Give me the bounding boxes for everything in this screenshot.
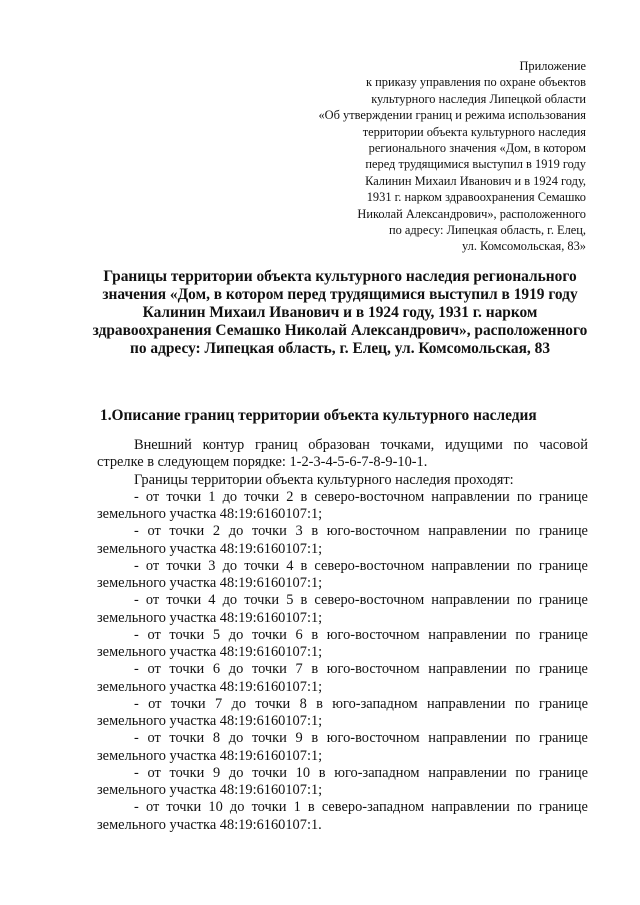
appendix-line: регионального значения «Дом, в котором xyxy=(368,141,586,156)
segment-line: земельного участка 48:19:6160107:1; xyxy=(97,678,323,695)
intro-line-3: Границы территории объекта культурного наследия проходят: xyxy=(134,471,514,488)
segment-line: земельного участка 48:19:6160107:1; xyxy=(97,575,323,591)
section-heading: 1.Описание границ территории объекта культурного наследия xyxy=(100,407,537,424)
segment-line: земельного участка 48:19:6160107:1. xyxy=(97,816,322,833)
segment-line: земельного участка 48:19:6160107:1; xyxy=(97,506,323,522)
intro-line-2: стрелке в следующем порядке: 1-2-3-4-5-6-7-8-9-10-1. xyxy=(97,454,428,471)
segment-line: земельного участка 48:19:6160107:1; xyxy=(97,747,323,764)
document-title xyxy=(80,268,600,358)
segment-line: - от точки 10 до точки 1 в северо-западном направлении по границе xyxy=(134,799,588,816)
title-line: значения «Дом, в котором перед трудящимися выступил в 1919 году xyxy=(102,286,578,303)
segment-line: земельного участка 48:19:6160107:1; xyxy=(97,540,323,557)
appendix-line: к приказу управления по охране объектов xyxy=(366,75,586,90)
segment-line: - от точки 5 до точки 6 в юго-восточном направлении по границе xyxy=(134,626,588,643)
segment-line: - от точки 3 до точки 4 в северо-восточном направлении по границе xyxy=(134,557,588,574)
appendix-line: Приложение xyxy=(519,59,586,73)
segment-line: - от точки 4 до точки 5 в северо-восточном направлении по границе xyxy=(134,592,588,609)
appendix-line: «Об утверждении границ и режима использования xyxy=(318,108,586,123)
segment-line: - от точки 6 до точки 7 в юго-восточном направлении по границе xyxy=(134,661,588,678)
intro-line-1: Внешний контур границ образован точками, идущими по часовой xyxy=(134,437,588,453)
segment-line: земельного участка 48:19:6160107:1; xyxy=(97,644,323,660)
appendix-line: по адресу: Липецкая область, г. Елец, xyxy=(388,223,586,238)
segment-line: - от точки 2 до точки 3 в юго-восточном направлении по границе xyxy=(134,523,588,540)
appendix-header xyxy=(246,58,586,255)
appendix-line: перед трудящимися выступил в 1919 году xyxy=(365,157,586,172)
document-body xyxy=(97,437,588,834)
appendix-line: Калинин Михаил Иванович и в 1924 году, xyxy=(365,173,586,188)
segment-line: - от точки 7 до точки 8 в юго-западном направлении по границе xyxy=(134,695,588,712)
segment-line: земельного участка 48:19:6160107:1; xyxy=(97,609,323,626)
segment-line: - от точки 9 до точки 10 в юго-западном направлении по границе xyxy=(134,764,588,781)
appendix-line: 1931 г. нарком здравоохранения Семашко xyxy=(366,190,586,205)
segment-line: земельного участка 48:19:6160107:1; xyxy=(97,713,323,729)
title-line: по адресу: Липецкая область, г. Елец, ул. Комсомольская, 83 xyxy=(129,340,551,357)
segment-line: - от точки 1 до точки 2 в северо-восточном направлении по границе xyxy=(134,488,588,505)
title-line: здравоохранения Семашко Николай Александрович», расположенного xyxy=(92,322,588,339)
segment-line: земельного участка 48:19:6160107:1; xyxy=(97,782,323,798)
appendix-line: территории объекта культурного наследия xyxy=(362,124,586,139)
appendix-line: культурного наследия Липецкой области xyxy=(371,91,586,106)
segment-line: - от точки 8 до точки 9 в юго-восточном направлении по границе xyxy=(134,730,588,747)
title-line: Границы территории объекта культурного наследия регионального xyxy=(103,268,577,285)
appendix-line: Николай Александрович», расположенного xyxy=(357,206,586,221)
appendix-line: ул. Комсомольская, 83» xyxy=(462,239,586,254)
title-line: Калинин Михаил Иванович и в 1924 году, 1931 г. нарком xyxy=(142,304,538,321)
